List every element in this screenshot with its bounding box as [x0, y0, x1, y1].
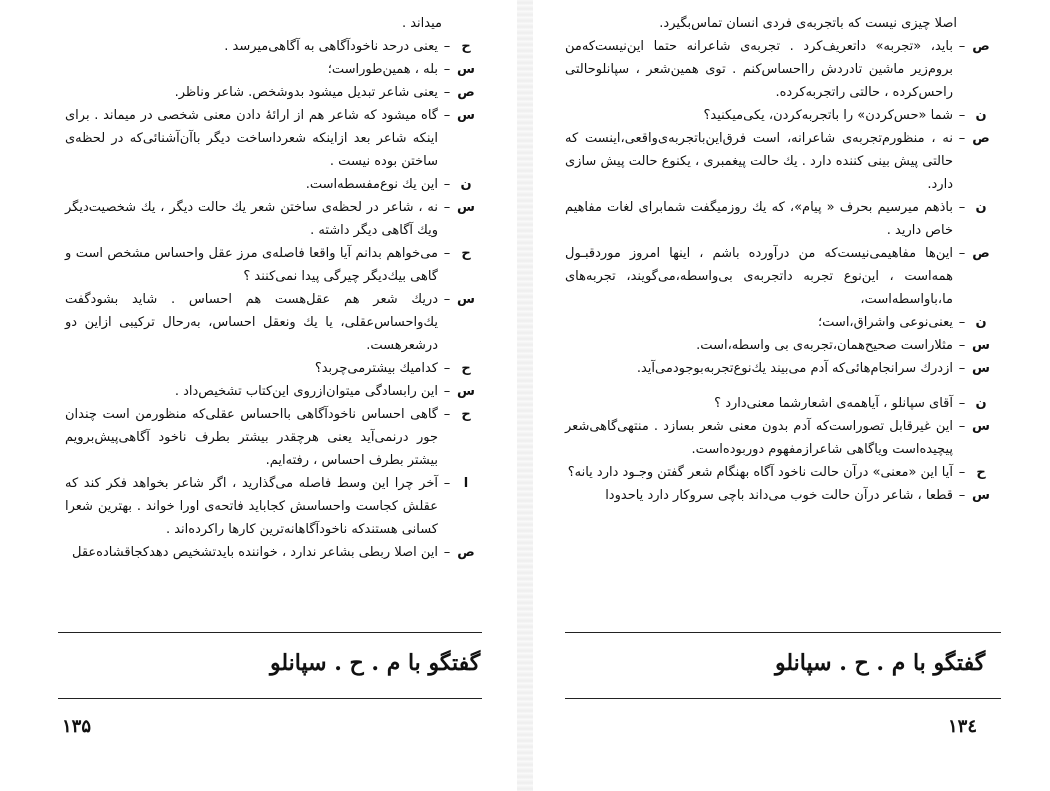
left-footer-rule-bottom [58, 698, 482, 699]
utterance-text: یعنی درحد ناخودآگاهی به آگاهی‌میرسد . [224, 39, 438, 54]
dialogue-line [65, 35, 480, 58]
speaker-dash: – [443, 62, 451, 77]
speaker-initial: ا [463, 476, 469, 491]
speaker-dash: – [443, 200, 451, 215]
left-page-text [65, 12, 480, 564]
dialogue-line [65, 242, 480, 288]
speaker-initial: س [457, 384, 475, 399]
speaker-dash: – [958, 465, 966, 480]
dialogue-line [65, 12, 480, 35]
speaker-dash: – [958, 108, 966, 123]
dialogue-line [65, 58, 480, 81]
dialogue-line [65, 380, 480, 403]
dialogue-line [65, 288, 480, 357]
utterance-text: آقای سپانلو ، آیاهمه‌ی اشعارشما معنی‌دارد ؟ [714, 396, 953, 411]
speaker-dash: – [958, 338, 966, 353]
speaker-dash: – [443, 292, 451, 307]
right-footer-rule-top [565, 632, 1001, 633]
speaker-dash: – [958, 131, 966, 146]
speaker-initial: ح [461, 246, 471, 261]
speaker-initial: ح [976, 465, 986, 480]
utterance-text: شما «حس‌کردن» را باتجربه‌کردن، یکی‌میکنید؟ [703, 108, 953, 123]
dialogue-line [565, 415, 995, 461]
utterance-text: ازدرك سرانجام‌هائی‌که آدم می‌بیند یك‌نوع‌تجربه‌بوجودمی‌آید. [636, 361, 953, 376]
dialogue-line [65, 472, 480, 541]
dialogue-line [65, 403, 480, 472]
utterance-text: این غیرقابل تصوراست‌که آدم بدون معنی شعر بسازد . منتهی‌گاهی‌شعر پیچیده‌است ویاگاهی شاعرازمفهوم دوربوده‌است. [565, 419, 953, 457]
speaker-initial: س [972, 338, 990, 353]
utterance-text: باذهم میرسیم بحرف « پیام»، که یك روزمیگفت شما‌برای لغات مفاهیم خاص دارید . [565, 200, 953, 238]
dialogue-line [65, 541, 480, 564]
speaker-initial: ن [975, 396, 987, 411]
speaker-dash: – [958, 200, 966, 215]
dialogue-line [65, 357, 480, 380]
speaker-initial: س [972, 361, 990, 376]
speaker-dash: – [443, 39, 451, 54]
speaker-initial: ص [457, 85, 475, 100]
left-running-head: گفتگو با م . ح . سپانلو [270, 650, 481, 676]
utterance-text: دریك شعر هم عقل‌هست هم احساس . شاید بشودگفت یك‌واحساس‌عقلی، یا یك ونعقل احساس، به‌رحال ترکیبی ازاین دو درشعرهست. [65, 292, 438, 353]
utterance-text: این رابسادگی میتوان‌ازروی این‌کتاب تشخیص‌داد . [174, 384, 438, 399]
dialogue-line [565, 104, 995, 127]
speaker-initial: س [457, 108, 475, 123]
right-page-text [565, 12, 995, 507]
speaker-initial: س [457, 200, 475, 215]
dialogue-line [565, 12, 995, 35]
speaker-dash: – [443, 85, 451, 100]
speaker-initial: س [457, 292, 475, 307]
speaker-dash: – [958, 39, 966, 54]
dialogue-line [565, 484, 995, 507]
right-page [525, 0, 1050, 791]
left-footer-rule-top [58, 632, 482, 633]
speaker-initial: س [972, 488, 990, 503]
speaker-initial: س [457, 62, 475, 77]
dialogue-line [565, 311, 995, 334]
dialogue-line [565, 242, 995, 311]
utterance-text: کدامیك بیشتر‌می‌چربد؟ [314, 361, 438, 376]
utterance-text: باید، «تجربه» داتعریف‌کرد . تجربه‌ی شاعرانه حتما این‌نیست‌که‌من بروم‌زیر ماشین تادردش رااحساس‌کنم . توی همین‌شعر ، سپانلوحالتی راحس‌کرده ، حالتی راتجربه‌کرده. [565, 39, 953, 100]
speaker-initial: ن [975, 200, 987, 215]
speaker-initial: ن [975, 315, 987, 330]
speaker-dash: – [443, 476, 451, 491]
speaker-dash: – [958, 361, 966, 376]
speaker-dash: – [958, 246, 966, 261]
speaker-initial: ص [457, 545, 475, 560]
speaker-dash: – [443, 384, 451, 399]
utterance-text: قطعا ، شاعر درآن حالت خوب می‌داند باچی سروکار دارد یاحدودا [605, 488, 953, 503]
utterance-text: آیا این «معنی» درآن حالت ناخود آگاه بهنگام شعر گفتن وجـود دارد یانه؟ [567, 465, 953, 480]
utterance-text: می‌خواهم بدانم آیا واقعا فاصله‌ی مرز عقل واحساس مشخص است و گاهی بیك‌دیگر چیرگی پیدا نمی‌کنند ؟ [65, 246, 438, 284]
dialogue-line [565, 461, 995, 484]
speaker-initial: ن [975, 108, 987, 123]
speaker-dash: – [443, 545, 451, 560]
dialogue-line [65, 81, 480, 104]
speaker-dash: – [958, 419, 966, 434]
dialogue-line [565, 334, 995, 357]
utterance-text: میداند . [401, 16, 442, 31]
utterance-text: یعنی شاعر تبدیل میشود بدوشخص. شاعر وناظر. [174, 85, 438, 100]
utterance-text: این اصلا ربطی بشاعر ندارد ، خواننده بایدتشخیص دهدکجاقشاده‌عقل [72, 545, 438, 560]
utterance-text: این یك نوع‌مفسطه‌است. [305, 177, 438, 192]
right-footer-rule-bottom [565, 698, 1001, 699]
right-running-head: گفتگو با م . ح . سپانلو [775, 650, 986, 676]
speaker-dash: – [443, 246, 451, 261]
utterance-text: مثلاراست صحیح‌همان‌،تجربه‌ی بی واسطه،است. [696, 338, 953, 353]
dialogue-line [65, 104, 480, 173]
dialogue-line [565, 35, 995, 104]
dialogue-line [65, 173, 480, 196]
speaker-dash: – [958, 315, 966, 330]
left-page-number: ۱۳۵ [62, 716, 92, 737]
right-page-number: ۱۳٤ [948, 716, 978, 737]
dialogue-line [565, 392, 995, 415]
speaker-initial: ح [461, 361, 471, 376]
dialogue-line [565, 127, 995, 196]
speaker-initial: ص [972, 39, 990, 54]
dialogue-line [565, 196, 995, 242]
speaker-initial: ص [972, 131, 990, 146]
utterance-text: بله ، همین‌طوراست؛ [327, 62, 438, 77]
dialogue-line [65, 196, 480, 242]
speaker-initial: ن [460, 177, 472, 192]
speaker-dash: – [443, 361, 451, 376]
speaker-initial: ح [461, 407, 471, 422]
utterance-text: گاه میشود که شاعر هم از ارائهٔ دادن معنی شخصی در میماند . برای اینکه شاعر بعد ازاینکه شعرداساخت دیگر باآن‌آشنائی‌که در لحظه‌ی ساختن بوده نیست . [65, 108, 438, 169]
speaker-dash: – [443, 407, 451, 422]
speaker-initial: ح [461, 39, 471, 54]
dialogue-line [565, 357, 995, 380]
utterance-text: این‌ها مفاهیمی‌نیست‌که من درآورده باشم ، اینها امروز موردقبـول همه‌است ، این‌نوع تجربه داتجربه‌ی بی‌واسطه،می‌گویند، تجربه‌های ما،باواسطه‌است، [565, 246, 953, 307]
speaker-dash: – [443, 108, 451, 123]
speaker-dash: – [958, 488, 966, 503]
utterance-text: نه ، شاعر در لحظه‌ی ساختن شعر یك حالت دیگر ، یك شخصیت‌دیگر ویك آگاهی دیگر داشته . [65, 200, 438, 238]
speaker-initial: س [972, 419, 990, 434]
utterance-text: گاهی احساس ناخودآگاهی با‌احساس عقلی‌که ‌منظورمن است چندان جور درنمی‌آید یعنی هرچقدر بیشتر بطرف ناخود آگاهی‌پیش‌برویم بیشتر بطرف احساس ، رفته‌ایم. [65, 407, 438, 468]
utterance-text: نه ، منظورم‌تجربه‌ی شاعرانه، است فرق‌این‌باتجربه‌ی‌واقعی،اینست که حالتی پیش بینی کننده دارد . یك حالت پیغمبری ، یکنوع حالت پیش سازی دارد. [565, 131, 953, 192]
utterance-text: آخر چرا این وسط فاصله می‌گذارید ، اگر شاعر بخواهد فکر کند که عقلش کجاست واحساسش کجاباید فاتحه‌ی اورا خواند . بهترین شعرا کسانی هستندکه ناخودآگاهانه‌ترین کارها راکرده‌اند . [65, 476, 438, 537]
utterance-text: اصلا چیزی نیست که باتجربه‌ی فردی انسان تماس‌بگیرد. [659, 16, 957, 31]
speaker-dash: – [443, 177, 451, 192]
utterance-text: یعنی‌نوعی واشراق،‌است؛ [818, 315, 953, 330]
speaker-dash: – [958, 396, 966, 411]
speaker-initial: ص [972, 246, 990, 261]
